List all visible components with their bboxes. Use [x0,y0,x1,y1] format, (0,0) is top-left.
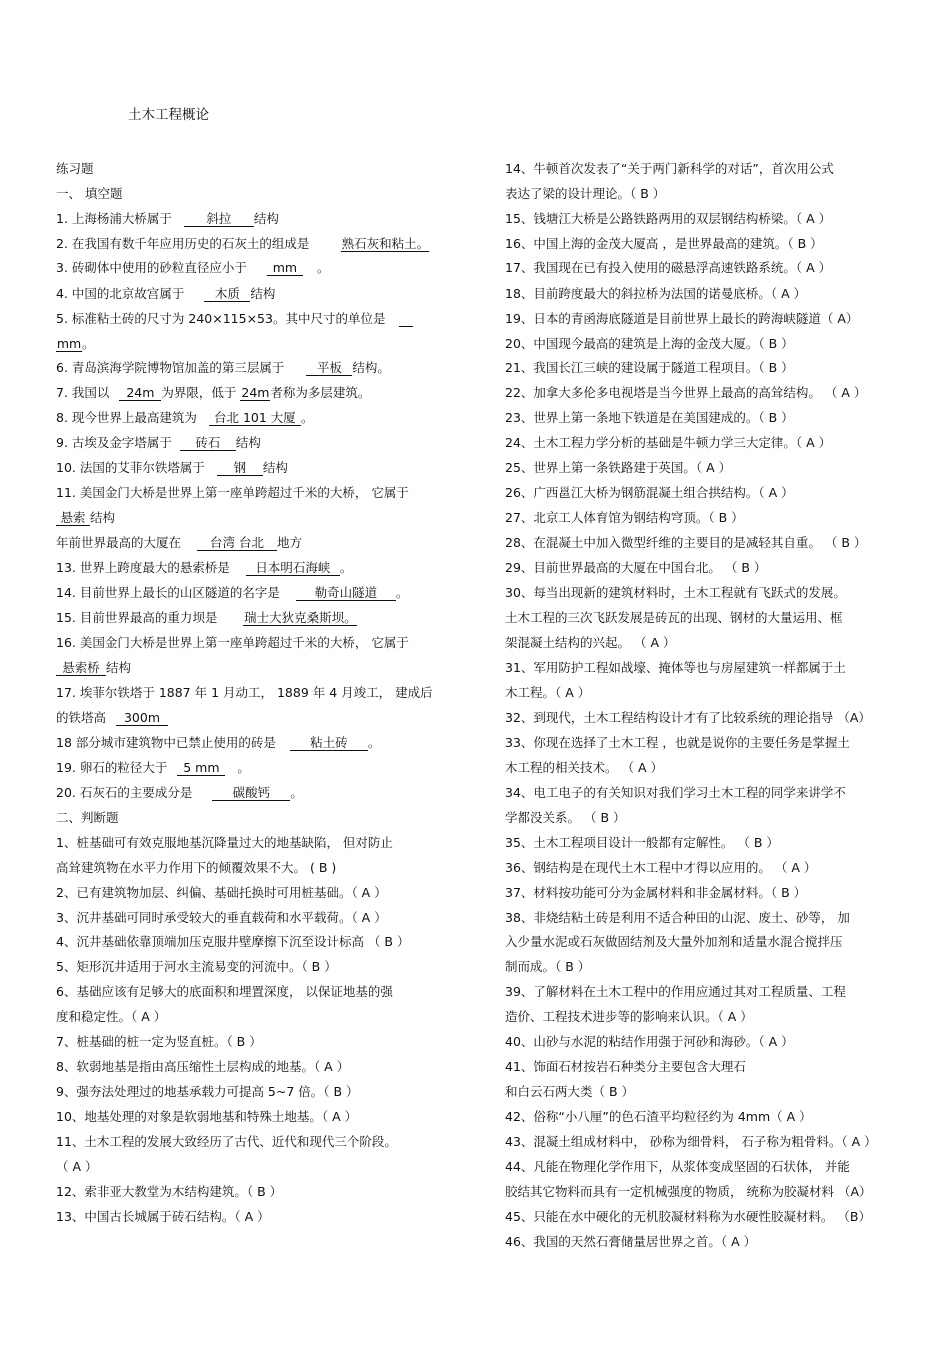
section-fill-blank: 一、 填空题 [56,186,123,201]
judge-line: 入少量水泥或石灰做固结剂及大量外加剂和适量水混合搅拌压 [505,934,843,949]
judge-line: 31、军用防护工程如战壕、掩体等也与房屋建筑一样都属于土 [505,660,846,675]
fill-item: 13. 世界上跨度最大的悬索桥是 日本明石海峡 。 [56,560,353,575]
judge-line: 14、牛顿首次发表了“关于两门新科学的对话”，首次用公式 [505,161,834,176]
judge-line: 11、土木工程的发展大致经历了古代、近代和现代三个阶段。 [56,1134,397,1149]
fill-item: 19. 卵石的粒径大于 5 mm 。 [56,760,250,775]
judge-line: 学都没关系。 （ B ） [505,810,626,825]
judge-line: 33、你现在选择了土木工程 ，也就是说你的主要任务是掌握土 [505,735,850,750]
section-judge: 二、判断题 [56,810,119,825]
judge-line: 5、矩形沉井适用于河水主流易变的河流中。（ B ） [56,959,337,974]
fill-item: 8. 现今世界上最高建筑为 台北 101 大厦 。 [56,410,314,425]
judge-line: 41、饰面石材按岩石种类分主要包含大理石 [505,1059,746,1074]
judge-line: 27、北京工人体育馆为钢结构穹顶。（ B ） [505,510,744,525]
judge-line: 20、中国现今最高的建筑是上海的金茂大厦。（ B ） [505,336,794,351]
judge-line: （ A ） [56,1159,98,1174]
judge-line: 38、非烧结粘土砖是利用不适合种田的山泥、废土、砂等， 加 [505,910,850,925]
judge-line: 12、索非亚大教堂为木结构建筑。（ B ） [56,1184,283,1199]
judge-line: 22、加拿大多伦多电视塔是当今世界上最高的高耸结构。 （ A ） [505,385,867,400]
page-title: 土木工程概论 [128,107,209,123]
fill-item: 年前世界最高的大厦在 台湾 台北 地方 [56,535,303,550]
judge-line: 24、土木工程力学分析的基础是牛顿力学三大定律。（ A ） [505,435,832,450]
judge-line: 42、俗称“小八厘”的色石渣平均粒径约为 4mm（ A ） [505,1109,812,1124]
fill-item: 9. 古埃及金字塔属于 砖石 结构 [56,435,261,450]
fill-item: 悬索 结构 [56,510,115,526]
judge-line: 10、地基处理的对象是软弱地基和特殊土地基。（ A ） [56,1109,358,1124]
judge-line: 6、基础应该有足够大的底面积和埋置深度， 以保证地基的强 [56,984,393,999]
judge-line: 制而成。（ B ） [505,959,591,974]
judge-line: 造价、工程技术进步等的影响来认识。（ A ） [505,1009,753,1024]
judge-line: 16、中国上海的金茂大厦高 ，是世界最高的建筑。（ B ） [505,236,823,251]
judge-line: 高耸建筑物在水平力作用下的倾覆效果不大。 ( B ) [56,860,337,875]
judge-line: 29、目前世界最高的大厦在中国台北。 （ B ） [505,560,767,575]
judge-line: 26、广西邕江大桥为钢筋混凝土组合拱结构。（ A ） [505,485,794,500]
judge-line: 度和稳定性。（ A ） [56,1009,167,1024]
fill-item: 1. 上海杨浦大桥属于 斜拉 结构 [56,211,279,226]
judge-line: 44、凡能在物理化学作用下，从浆体变成坚固的石状体， 并能 [505,1159,850,1174]
fill-item: 7. 我国以 24m 为界限，低于 24m者称为多层建筑。 [56,385,371,400]
fill-item: 14. 目前世界上最长的山区隧道的名字是 勒奇山隧道 。 [56,585,409,600]
judge-line: 45、只能在水中硬化的无机胶凝材料称为水硬性胶凝材料。 （B） [505,1209,871,1224]
judge-line: 19、日本的青函海底隧道是目前世界上最长的跨海峡隧道（ A） [505,311,859,326]
judge-line: 43、混凝土组成材料中， 砂称为细骨料， 石子称为粗骨料。（ A ） [505,1134,877,1149]
fill-item: 17. 埃菲尔铁塔于 1887 年 1 月动工， 1889 年 4 月竣工， 建成后 [56,685,433,700]
judge-line: 17、我国现在已有投入使用的磁悬浮高速铁路系统。（ A ） [505,260,832,275]
judge-line: 8、软弱地基是指由高压缩性土层构成的地基。（ A ） [56,1059,350,1074]
judge-line: 23、世界上第一条地下铁道是在美国建成的。（ B ） [505,410,794,425]
judge-line: 34、电工电子的有关知识对我们学习土木工程的同学来讲学不 [505,785,846,800]
judge-line: 18、目前跨度最大的斜拉桥为法国的诺曼底桥。（ A ） [505,286,807,301]
fill-item: 4. 中国的北京故宫属于 木质 结构 [56,286,276,301]
fill-item: 的铁塔高 300m [56,710,168,726]
fill-item: 2. 在我国有数千年应用历史的石灰土的组成是 熟石灰和粘土。 [56,236,430,251]
judge-line: 木工程。（ A ） [505,685,591,700]
judge-line: 30、每当出现新的建筑材料时，土木工程就有飞跃式的发展。 [505,585,846,600]
judge-line: 46、我国的天然石膏储量居世界之首。（ A ） [505,1234,757,1249]
judge-line: 9、强夯法处理过的地基承载力可提高 5~7 倍。（ B ） [56,1084,359,1099]
judge-line: 2、已有建筑物加层、纠偏、基础托换时可用桩基础。（ A ） [56,885,387,900]
fill-item: 10. 法国的艾菲尔铁塔属于 钢 结构 [56,460,288,475]
judge-line: 1、桩基础可有效克服地基沉降量过大的地基缺陷， 但对防止 [56,835,393,850]
fill-item: 20. 石灰石的主要成分是 碳酸钙 。 [56,785,303,800]
judge-line: 36、钢结构是在现代土木工程中才得以应用的。 （ A ） [505,860,817,875]
judge-line: 35、土木工程项目设计一般都有定解性。 （ B ） [505,835,779,850]
judge-line: 13、中国古长城属于砖石结构。（ A ） [56,1209,270,1224]
judge-line: 胶结其它物料而具有一定机械强度的物质， 统称为胶凝材料 （A） [505,1184,872,1199]
fill-item: 16. 美国金门大桥是世界上第一座单跨超过千米的大桥， 它属于 [56,635,409,650]
fill-item: 6. 青岛滨海学院博物馆加盖的第三层属于 平板 结构。 [56,360,390,375]
judge-line: 4、沉井基础依靠顶端加压克服井壁摩擦下沉至设计标高 （ B ） [56,934,410,949]
judge-line: 39、了解材料在土木工程中的作用应通过其对工程质量、工程 [505,984,846,999]
fill-item: 18 部分城市建筑物中已禁止使用的砖是 粘土砖 。 [56,735,381,750]
judge-line: 21、我国长江三峡的建设属于隧道工程项目。（ B ） [505,360,794,375]
judge-line: 7、桩基础的桩一定为竖直桩。（ B ） [56,1034,262,1049]
fill-item: 悬索桥 结构 [56,660,131,676]
judge-line: 15、钱塘江大桥是公路铁路两用的双层钢结构桥梁。（ A ） [505,211,832,226]
exercise-heading: 练习题 [56,161,94,176]
fill-item: 3. 砖砌体中使用的砂粒直径应小于 mm 。 [56,260,330,275]
judge-line: 木工程的相关技术。 （ A ） [505,760,663,775]
judge-line: 28、在混凝土中加入微型纤维的主要目的是减轻其自重。 （ B ） [505,535,867,550]
judge-line: 25、世界上第一条铁路建于英国。（ A ） [505,460,732,475]
judge-line: 3、沉井基础可同时承受较大的垂直载荷和水平载荷。（ A ） [56,910,387,925]
judge-line: 37、材料按功能可分为金属材料和非金属材料。（ B ） [505,885,807,900]
fill-item: 11. 美国金门大桥是世界上第一座单跨超过千米的大桥， 它属于 [56,485,409,500]
fill-item: mm。 [56,336,95,351]
judge-line: 架混凝土结构的兴起。 （ A ） [505,635,676,650]
judge-line: 32、到现代，土木工程结构设计才有了比较系统的理论指导 （A） [505,710,871,725]
judge-line: 土木工程的三次飞跃发展是砖瓦的出现、钢材的大量运用、框 [505,610,843,625]
judge-line: 和白云石两大类（ B ） [505,1084,635,1099]
judge-line: 表达了梁的设计理论。（ B ） [505,186,666,201]
judge-line: 40、山砂与水泥的粘结作用强于河砂和海砂。（ A ） [505,1034,794,1049]
fill-item: 15. 目前世界最高的重力坝是 瑞士大狄克桑斯坝。 [56,610,357,625]
fill-item: 5. 标准粘土砖的尺寸为 240×115×53。其中尺寸的单位是 [56,311,413,327]
